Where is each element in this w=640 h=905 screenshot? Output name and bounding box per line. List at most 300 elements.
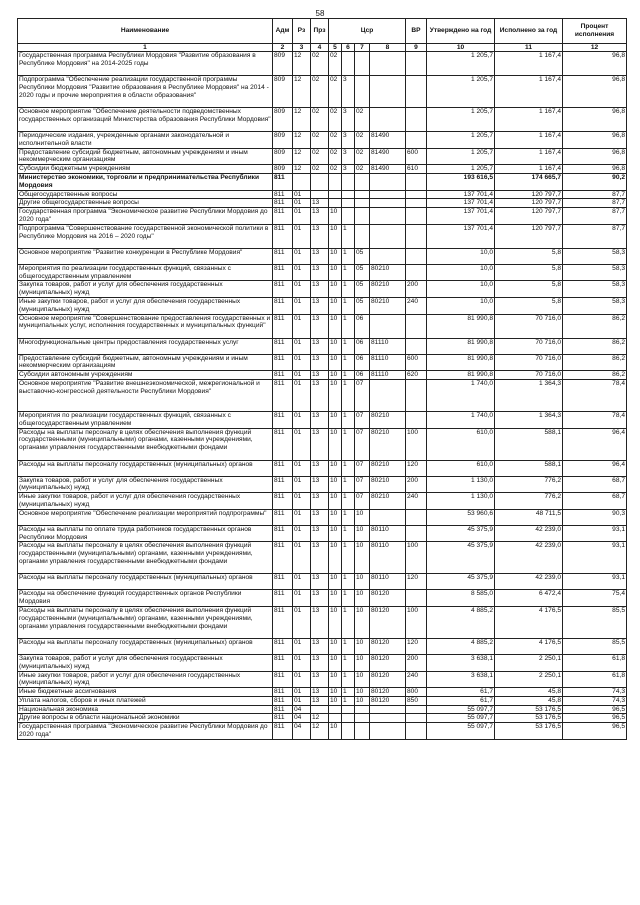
cell-approved: 81 990,8 [427, 314, 495, 338]
header-row [18, 19, 627, 44]
cell-adm: 811 [273, 173, 293, 190]
cell-percent: 96,5 [563, 723, 627, 740]
cell-name: Предоставление субсидий бюджетным, автономным учреждениям и иным некоммерческим организациям [18, 354, 273, 371]
cell-csr-2: 1 [342, 525, 355, 542]
cell-prz [311, 173, 329, 190]
cell-adm: 811 [273, 696, 293, 705]
cell-prz: 13 [311, 638, 329, 654]
cell-percent: 68,7 [563, 493, 627, 510]
cell-csr-1: 02 [329, 52, 342, 76]
cell-percent: 96,4 [563, 460, 627, 476]
cell-csr-1: 02 [329, 148, 342, 165]
table-row [18, 428, 627, 460]
cell-csr-2 [342, 705, 355, 714]
column-number: 2 [273, 44, 293, 52]
table-row [18, 590, 627, 607]
cell-approved: 1 205,7 [427, 165, 495, 174]
cell-executed: 1 167,4 [495, 132, 563, 149]
cell-vr: 610 [406, 165, 427, 174]
cell-percent: 86,2 [563, 354, 627, 371]
cell-adm: 811 [273, 297, 293, 314]
cell-prz: 13 [311, 654, 329, 671]
cell-vr [406, 509, 427, 525]
cell-csr-1 [329, 705, 342, 714]
cell-csr-3: 06 [355, 371, 370, 380]
cell-adm: 809 [273, 165, 293, 174]
cell-csr-3: 05 [355, 297, 370, 314]
cell-name: Предоставление субсидий бюджетным, автономным учреждениям и иным некоммерческим организациям [18, 148, 273, 165]
cell-executed: 53 176,5 [495, 723, 563, 740]
cell-rz: 01 [293, 696, 311, 705]
cell-vr [406, 52, 427, 76]
cell-executed: 42 239,0 [495, 525, 563, 542]
cell-csr-2: 3 [342, 148, 355, 165]
cell-percent: 61,8 [563, 654, 627, 671]
cell-executed: 6 472,4 [495, 590, 563, 607]
cell-approved: 45 375,9 [427, 574, 495, 590]
cell-approved: 53 960,6 [427, 509, 495, 525]
cell-csr-1: 10 [329, 696, 342, 705]
cell-executed: 70 716,0 [495, 338, 563, 354]
cell-adm: 809 [273, 76, 293, 108]
cell-name: Расходы на выплаты персоналу в целях обеспечения выполнения функций государственными (муниципальными) органами, казенными учреждениями, органами управления государственными внебюджетными фондами [18, 542, 273, 574]
cell-executed: 45,8 [495, 688, 563, 697]
cell-approved: 10,0 [427, 297, 495, 314]
cell-percent: 78,4 [563, 411, 627, 428]
cell-csr-1: 10 [329, 574, 342, 590]
cell-csr-1: 10 [329, 371, 342, 380]
cell-executed: 120 797,7 [495, 224, 563, 248]
cell-vr [406, 314, 427, 338]
cell-csr-2: 1 [342, 476, 355, 493]
cell-percent: 96,8 [563, 76, 627, 108]
cell-name: Подпрограмма "Совершенствование государственной экономической политики в Республике Мордовия на 2016 – 2020 годы" [18, 224, 273, 248]
cell-approved: 1 205,7 [427, 148, 495, 165]
cell-csr-3: 02 [355, 132, 370, 149]
column-number: 4 [311, 44, 329, 52]
cell-name: Иные закупки товаров, работ и услуг для обеспечения государственных (муниципальных) нужд [18, 297, 273, 314]
cell-name: Иные закупки товаров, работ и услуг для обеспечения государственных (муниципальных) нужд [18, 671, 273, 688]
cell-percent: 68,7 [563, 476, 627, 493]
cell-rz: 01 [293, 354, 311, 371]
cell-csr-3: 10 [355, 542, 370, 574]
cell-csr-4 [370, 199, 406, 208]
cell-approved: 61,7 [427, 696, 495, 705]
cell-rz: 01 [293, 371, 311, 380]
cell-vr [406, 224, 427, 248]
cell-name: Расходы на выплаты персоналу государственных (муниципальных) органов [18, 460, 273, 476]
cell-name: Другие вопросы в области национальной экономики [18, 714, 273, 723]
cell-prz: 02 [311, 52, 329, 76]
cell-csr-3: 10 [355, 590, 370, 607]
cell-prz: 02 [311, 148, 329, 165]
cell-approved: 8 585,0 [427, 590, 495, 607]
cell-csr-1: 10 [329, 460, 342, 476]
cell-approved: 610,0 [427, 428, 495, 460]
table-row [18, 314, 627, 338]
cell-vr: 100 [406, 542, 427, 574]
cell-csr-2 [342, 199, 355, 208]
cell-csr-4: 80210 [370, 411, 406, 428]
header-name: Наименование [18, 19, 273, 44]
cell-csr-4 [370, 705, 406, 714]
cell-rz: 01 [293, 476, 311, 493]
header-prz: Прз [311, 19, 329, 44]
cell-prz: 13 [311, 688, 329, 697]
cell-vr [406, 590, 427, 607]
cell-executed: 70 716,0 [495, 354, 563, 371]
cell-rz: 01 [293, 281, 311, 298]
cell-csr-4: 80120 [370, 606, 406, 638]
page-number: 58 [315, 9, 325, 18]
cell-csr-1 [329, 173, 342, 190]
cell-csr-3 [355, 199, 370, 208]
column-number: 9 [406, 44, 427, 52]
table-row [18, 460, 627, 476]
cell-prz: 02 [311, 108, 329, 132]
cell-name: Основное мероприятие "Совершенствование предоставления государственных и муниципальных услуг, исполнения государственных и муниципальных функций" [18, 314, 273, 338]
cell-executed: 48 711,5 [495, 509, 563, 525]
cell-csr-3 [355, 208, 370, 225]
cell-vr [406, 132, 427, 149]
cell-adm: 811 [273, 264, 293, 281]
cell-rz: 12 [293, 165, 311, 174]
cell-csr-4: 80110 [370, 574, 406, 590]
cell-csr-4 [370, 248, 406, 264]
table-row [18, 371, 627, 380]
cell-prz [311, 705, 329, 714]
table-row [18, 714, 627, 723]
cell-adm: 811 [273, 525, 293, 542]
column-number: 8 [370, 44, 406, 52]
cell-executed: 1 167,4 [495, 52, 563, 76]
cell-percent: 90,2 [563, 173, 627, 190]
cell-approved: 61,7 [427, 688, 495, 697]
header-executed: Исполнено за год [495, 19, 563, 44]
cell-name: Национальная экономика [18, 705, 273, 714]
cell-executed: 174 665,7 [495, 173, 563, 190]
cell-name: Расходы на выплаты персоналу государственных (муниципальных) органов [18, 574, 273, 590]
cell-csr-3 [355, 52, 370, 76]
budget-execution-table [17, 18, 627, 740]
cell-adm: 811 [273, 638, 293, 654]
cell-executed: 70 716,0 [495, 314, 563, 338]
cell-csr-2: 1 [342, 371, 355, 380]
cell-prz: 13 [311, 208, 329, 225]
cell-csr-2: 3 [342, 76, 355, 108]
cell-percent: 58,3 [563, 281, 627, 298]
cell-approved: 137 701,4 [427, 199, 495, 208]
cell-rz: 01 [293, 411, 311, 428]
cell-percent: 85,5 [563, 606, 627, 638]
cell-rz: 01 [293, 199, 311, 208]
cell-adm: 811 [273, 574, 293, 590]
cell-adm: 811 [273, 428, 293, 460]
table-row [18, 264, 627, 281]
cell-name: Закупка товаров, работ и услуг для обеспечения государственных (муниципальных) нужд [18, 654, 273, 671]
cell-prz: 13 [311, 509, 329, 525]
cell-approved: 1 130,0 [427, 476, 495, 493]
cell-csr-3: 10 [355, 696, 370, 705]
cell-prz: 13 [311, 696, 329, 705]
cell-percent: 96,8 [563, 148, 627, 165]
cell-prz: 13 [311, 281, 329, 298]
cell-executed: 4 176,5 [495, 638, 563, 654]
cell-name: Расходы на обеспечение функций государственных органов Республики Мордовия [18, 590, 273, 607]
table-row [18, 248, 627, 264]
cell-csr-4: 80210 [370, 281, 406, 298]
cell-approved: 10,0 [427, 264, 495, 281]
cell-approved: 4 885,2 [427, 606, 495, 638]
cell-approved: 1 205,7 [427, 108, 495, 132]
cell-csr-1: 02 [329, 165, 342, 174]
table-row [18, 476, 627, 493]
cell-prz: 13 [311, 542, 329, 574]
cell-percent: 96,8 [563, 165, 627, 174]
cell-percent: 93,1 [563, 525, 627, 542]
column-number: 7 [355, 44, 370, 52]
cell-percent: 85,5 [563, 638, 627, 654]
cell-executed: 2 250,1 [495, 654, 563, 671]
cell-prz: 13 [311, 371, 329, 380]
cell-csr-3: 10 [355, 638, 370, 654]
cell-adm: 811 [273, 379, 293, 411]
cell-adm: 811 [273, 688, 293, 697]
cell-csr-3: 10 [355, 654, 370, 671]
cell-rz: 01 [293, 688, 311, 697]
cell-vr [406, 338, 427, 354]
cell-executed: 42 239,0 [495, 574, 563, 590]
cell-csr-1 [329, 714, 342, 723]
cell-csr-4 [370, 723, 406, 740]
cell-csr-3: 07 [355, 493, 370, 510]
cell-prz: 13 [311, 460, 329, 476]
table-row [18, 108, 627, 132]
cell-prz: 13 [311, 338, 329, 354]
budget-table-wrapper [17, 18, 626, 740]
cell-csr-3: 07 [355, 476, 370, 493]
cell-csr-2: 1 [342, 493, 355, 510]
cell-csr-2: 1 [342, 542, 355, 574]
cell-csr-1: 10 [329, 354, 342, 371]
cell-vr [406, 248, 427, 264]
cell-csr-4: 81110 [370, 354, 406, 371]
cell-name: Основное мероприятие "Развитие конкуренции в Республике Мордовия" [18, 248, 273, 264]
cell-adm: 809 [273, 52, 293, 76]
cell-csr-2 [342, 714, 355, 723]
cell-csr-4: 80120 [370, 688, 406, 697]
cell-name: Основное мероприятие "Обеспечение деятельности подведомственных государственных организаций Министерства образования Республики Мордовия" [18, 108, 273, 132]
column-number: 11 [495, 44, 563, 52]
cell-rz [293, 173, 311, 190]
cell-prz: 13 [311, 354, 329, 371]
cell-approved: 10,0 [427, 248, 495, 264]
cell-csr-2: 1 [342, 460, 355, 476]
cell-name: Государственная программа Республики Мордовия "Развитие образования в Республике Мордовия" на 2014-2025 годы [18, 52, 273, 76]
cell-percent: 75,4 [563, 590, 627, 607]
cell-adm: 811 [273, 248, 293, 264]
cell-percent: 87,7 [563, 190, 627, 199]
cell-csr-4 [370, 314, 406, 338]
header-rz: Рз [293, 19, 311, 44]
cell-csr-4: 80210 [370, 493, 406, 510]
cell-percent: 58,3 [563, 248, 627, 264]
cell-executed: 1 364,3 [495, 379, 563, 411]
cell-vr: 200 [406, 654, 427, 671]
cell-csr-4: 80120 [370, 638, 406, 654]
cell-name: Министерство экономики, торговли и предпринимательства Республики Мордовия [18, 173, 273, 190]
table-row [18, 190, 627, 199]
cell-csr-1: 02 [329, 76, 342, 108]
cell-vr: 120 [406, 460, 427, 476]
cell-csr-3: 07 [355, 379, 370, 411]
cell-rz: 01 [293, 525, 311, 542]
cell-name: Основное мероприятие "Развитие внешнеэкономической, межрегиональной и выставочно-конгрессной деятельности Республики Мордовия" [18, 379, 273, 411]
cell-csr-4: 80120 [370, 696, 406, 705]
cell-csr-3: 07 [355, 460, 370, 476]
cell-rz: 01 [293, 542, 311, 574]
cell-approved: 81 990,8 [427, 371, 495, 380]
cell-rz: 12 [293, 148, 311, 165]
cell-adm: 811 [273, 354, 293, 371]
cell-executed: 1 364,3 [495, 411, 563, 428]
cell-csr-2: 3 [342, 132, 355, 149]
column-number: 10 [427, 44, 495, 52]
cell-csr-1: 10 [329, 297, 342, 314]
cell-prz: 02 [311, 76, 329, 108]
cell-executed: 588,1 [495, 460, 563, 476]
cell-name: Субсидии бюджетным учреждениям [18, 165, 273, 174]
cell-name: Закупка товаров, работ и услуг для обеспечения государственных (муниципальных) нужд [18, 281, 273, 298]
cell-vr: 120 [406, 638, 427, 654]
cell-csr-2: 1 [342, 638, 355, 654]
cell-csr-2: 1 [342, 297, 355, 314]
cell-percent: 96,5 [563, 714, 627, 723]
table-row [18, 654, 627, 671]
cell-percent: 96,8 [563, 52, 627, 76]
cell-vr [406, 108, 427, 132]
cell-csr-4 [370, 714, 406, 723]
table-row [18, 338, 627, 354]
cell-executed: 1 167,4 [495, 108, 563, 132]
cell-executed: 5,8 [495, 248, 563, 264]
cell-rz: 01 [293, 606, 311, 638]
cell-rz: 12 [293, 52, 311, 76]
cell-csr-3: 10 [355, 525, 370, 542]
cell-executed: 776,2 [495, 493, 563, 510]
table-row [18, 525, 627, 542]
cell-csr-2: 1 [342, 574, 355, 590]
table-row [18, 76, 627, 108]
cell-vr: 120 [406, 574, 427, 590]
cell-percent: 93,1 [563, 542, 627, 574]
column-number: 5 [329, 44, 342, 52]
cell-rz: 12 [293, 132, 311, 149]
cell-csr-3: 10 [355, 688, 370, 697]
cell-csr-1: 10 [329, 248, 342, 264]
cell-name: Расходы на выплаты персоналу в целях обеспечения выполнения функций государственными (муниципальными) органами, казенными учреждениями, органами управления государственными внебюджетными фондами [18, 428, 273, 460]
cell-adm: 811 [273, 371, 293, 380]
cell-rz: 04 [293, 705, 311, 714]
cell-name: Мероприятия по реализации государственных функций, связанных с общегосударственным управлением [18, 264, 273, 281]
column-number: 12 [563, 44, 627, 52]
cell-executed: 5,8 [495, 297, 563, 314]
table-row [18, 208, 627, 225]
cell-approved: 4 885,2 [427, 638, 495, 654]
cell-vr: 200 [406, 476, 427, 493]
cell-approved: 81 990,8 [427, 338, 495, 354]
cell-percent: 74,3 [563, 696, 627, 705]
cell-prz [311, 190, 329, 199]
cell-vr [406, 411, 427, 428]
cell-vr [406, 264, 427, 281]
cell-approved: 1 205,7 [427, 132, 495, 149]
header-vr: ВР [406, 19, 427, 44]
cell-name: Другие общегосударственные вопросы [18, 199, 273, 208]
cell-executed: 588,1 [495, 428, 563, 460]
cell-rz: 01 [293, 590, 311, 607]
header-adm: Адм [273, 19, 293, 44]
cell-approved: 1 205,7 [427, 76, 495, 108]
cell-csr-1: 10 [329, 411, 342, 428]
cell-csr-3: 10 [355, 606, 370, 638]
cell-csr-3 [355, 705, 370, 714]
cell-csr-3: 06 [355, 354, 370, 371]
column-number: 1 [18, 44, 273, 52]
cell-csr-1: 10 [329, 654, 342, 671]
cell-approved: 3 638,1 [427, 654, 495, 671]
cell-vr: 100 [406, 428, 427, 460]
cell-approved: 137 701,4 [427, 190, 495, 199]
cell-csr-2: 1 [342, 248, 355, 264]
cell-vr [406, 208, 427, 225]
cell-executed: 1 167,4 [495, 76, 563, 108]
table-row [18, 165, 627, 174]
cell-csr-2: 1 [342, 606, 355, 638]
cell-csr-4: 81110 [370, 371, 406, 380]
cell-csr-4: 80210 [370, 460, 406, 476]
cell-csr-4 [370, 173, 406, 190]
cell-executed: 5,8 [495, 264, 563, 281]
cell-approved: 193 616,5 [427, 173, 495, 190]
cell-vr [406, 525, 427, 542]
cell-csr-4: 80120 [370, 654, 406, 671]
cell-name: Основное мероприятие "Обеспечение реализации мероприятий подпрограммы" [18, 509, 273, 525]
cell-csr-1 [329, 190, 342, 199]
cell-csr-1: 10 [329, 379, 342, 411]
table-row [18, 281, 627, 298]
table-row [18, 52, 627, 76]
cell-percent: 74,3 [563, 688, 627, 697]
cell-rz: 01 [293, 428, 311, 460]
column-number: 6 [342, 44, 355, 52]
cell-approved: 1 740,0 [427, 379, 495, 411]
cell-csr-2: 1 [342, 379, 355, 411]
cell-percent: 86,2 [563, 371, 627, 380]
cell-approved: 81 990,8 [427, 354, 495, 371]
cell-rz: 04 [293, 723, 311, 740]
cell-vr: 240 [406, 671, 427, 688]
cell-csr-4: 80210 [370, 476, 406, 493]
cell-csr-4: 80210 [370, 297, 406, 314]
cell-name: Иные бюджетные ассигнования [18, 688, 273, 697]
table-row [18, 705, 627, 714]
cell-csr-4: 81490 [370, 165, 406, 174]
cell-csr-2: 3 [342, 108, 355, 132]
cell-csr-1: 10 [329, 688, 342, 697]
cell-executed: 45,8 [495, 696, 563, 705]
table-row [18, 509, 627, 525]
